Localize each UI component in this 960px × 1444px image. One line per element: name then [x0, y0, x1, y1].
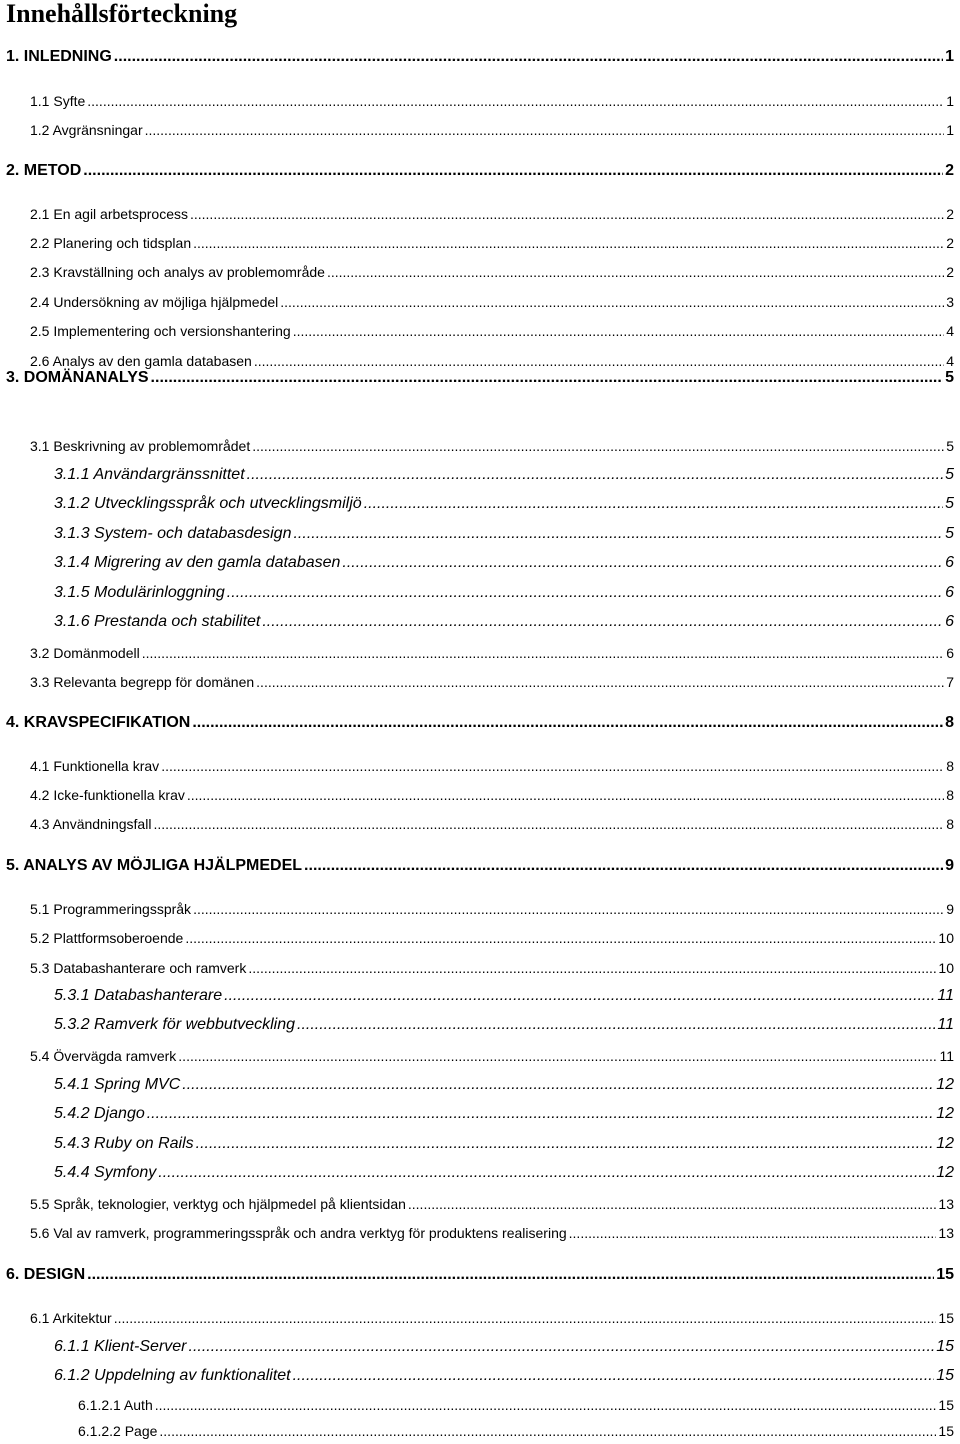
toc-entry-6-1-2-2[interactable] [78, 1423, 954, 1439]
toc-entry-page: 2 [946, 264, 954, 280]
toc-entry-page: 15 [936, 1367, 954, 1384]
toc-entry-text: 5.6 Val av ramverk, programmeringsspråk och andra verktyg för produktens realisering [30, 1225, 567, 1241]
toc-entry-text: 5.3.1 Databashanterare [54, 987, 223, 1004]
dot-leader [408, 1196, 937, 1212]
toc-entry-text: 6.1.2.2 Page [78, 1423, 158, 1439]
toc-entry-page: 10 [938, 960, 954, 976]
toc-entry-5-4-4[interactable] [54, 1164, 954, 1182]
dot-leader [158, 1164, 934, 1182]
toc-entry-2[interactable] [6, 162, 954, 180]
dot-leader [293, 525, 943, 543]
toc-entry-page: 15 [938, 1397, 954, 1413]
toc-entry-5-4-3[interactable] [54, 1135, 954, 1153]
dot-leader [196, 1135, 935, 1153]
dot-leader [247, 466, 943, 484]
toc-entry-page: 8 [946, 758, 954, 774]
toc-entry-text: 2.6 Analys av den gamla databasen [30, 353, 252, 369]
toc-entry-text: 5.3.2 Ramverk för webbutveckling [54, 1016, 295, 1033]
dot-leader [87, 1266, 934, 1284]
dot-leader [342, 554, 943, 572]
toc-entry-5-3-2[interactable] [54, 1016, 954, 1034]
toc-entry-page: 12 [936, 1105, 954, 1122]
dot-leader [252, 438, 944, 454]
toc-entry-page: 15 [938, 1423, 954, 1439]
toc-entry-page: 8 [945, 714, 954, 731]
toc-entry-text: 2.4 Undersökning av möjliga hjälpmedel [30, 294, 279, 310]
toc-entry-page: 2 [945, 162, 954, 179]
toc-entry-text: 5.4.4 Symfony [54, 1164, 157, 1181]
dot-leader [190, 206, 944, 222]
dot-leader [569, 1225, 937, 1241]
toc-entry-6-1-2-1[interactable] [78, 1397, 954, 1413]
toc-entry-6-1[interactable] [30, 1310, 954, 1326]
toc-entry-text: 1.1 Syfte [30, 93, 86, 109]
dot-leader [262, 613, 943, 631]
toc-entry-4[interactable] [6, 714, 954, 732]
toc-entry-5-3-1[interactable] [54, 987, 954, 1005]
toc-entry-text: 1.2 Avgränsningar [30, 122, 143, 138]
toc-entry-4-2[interactable] [30, 787, 954, 803]
toc-entry-page: 8 [946, 787, 954, 803]
toc-entry-3[interactable] [6, 369, 954, 387]
toc-entry-5-4-1[interactable] [54, 1076, 954, 1094]
toc-entry-text: 5.4 Övervägda ramverk [30, 1048, 177, 1064]
dot-leader [193, 901, 944, 917]
toc-entry-5[interactable] [6, 857, 954, 875]
toc-entry-3-1-3[interactable] [54, 525, 954, 543]
toc-entry-5-6[interactable] [30, 1225, 954, 1241]
dot-leader [192, 714, 943, 732]
dot-leader [83, 162, 943, 180]
toc-entry-4-1[interactable] [30, 758, 954, 774]
toc-entry-3-1-5[interactable] [54, 584, 954, 602]
toc-entry-text: 4.2 Icke-funktionella krav [30, 787, 185, 803]
dot-leader [178, 1048, 937, 1064]
toc-entry-text: 3.1 Beskrivning av problemområdet [30, 438, 251, 454]
dot-leader [114, 1310, 937, 1326]
toc-entry-1-2[interactable] [30, 122, 954, 138]
toc-entry-page: 4 [946, 323, 954, 339]
toc-entry-3-1-4[interactable] [54, 554, 954, 572]
toc-entry-page: 9 [946, 901, 954, 917]
dot-leader [224, 987, 935, 1005]
toc-entry-page: 4 [946, 353, 954, 369]
dot-leader [87, 93, 944, 109]
dot-leader [254, 353, 944, 369]
toc-entry-1[interactable] [6, 48, 954, 66]
toc-entry-page: 6 [945, 584, 954, 601]
toc-entry-text: 5.3 Databashanterare och ramverk [30, 960, 247, 976]
dot-leader [153, 816, 944, 832]
toc-entry-page: 15 [936, 1338, 954, 1355]
toc-entry-page: 6 [946, 645, 954, 661]
dot-leader [187, 787, 944, 803]
toc-entry-3-3[interactable] [30, 674, 954, 690]
toc-entry-2-5[interactable] [30, 323, 954, 339]
toc-entry-text: 6.1 Arkitektur [30, 1310, 112, 1326]
toc-entry-page: 12 [936, 1164, 954, 1181]
toc-entry-6-1-2[interactable] [54, 1367, 954, 1385]
toc-entry-page: 3 [946, 294, 954, 310]
toc-entry-page: 2 [946, 235, 954, 251]
toc-entry-text: 3.3 Relevanta begrepp för domänen [30, 674, 255, 690]
toc-entry-text: 3.1.4 Migrering av den gamla databasen [54, 554, 341, 571]
dot-leader [248, 960, 936, 976]
dot-leader [114, 48, 943, 66]
toc-entry-5-4-2[interactable] [54, 1105, 954, 1123]
toc-entry-3-2[interactable] [30, 645, 954, 661]
dot-leader [327, 264, 944, 280]
toc-entry-3-1[interactable] [30, 438, 954, 454]
toc-entry-6[interactable] [6, 1266, 954, 1284]
dot-leader [161, 758, 944, 774]
dot-leader [280, 294, 944, 310]
dot-leader [185, 930, 936, 946]
dot-leader [189, 1338, 935, 1356]
toc-entry-page: 10 [938, 930, 954, 946]
toc-entry-text: 5.1 Programmeringsspråk [30, 901, 192, 917]
toc-entry-text: 5.5 Språk, teknologier, verktyg och hjälpmedel på klientsidan [30, 1196, 406, 1212]
toc-entry-text: 6.1.2.1 Auth [78, 1397, 153, 1413]
dot-leader [142, 645, 944, 661]
toc-entry-3-1-6[interactable] [54, 613, 954, 631]
toc-entry-page: 1 [946, 93, 954, 109]
dot-leader [159, 1423, 936, 1439]
dot-leader [293, 323, 945, 339]
toc-entry-text: 3.2 Domänmodell [30, 645, 140, 661]
dot-leader [297, 1016, 935, 1034]
toc-entry-1-1[interactable] [30, 93, 954, 109]
toc-entry-page: 7 [946, 674, 954, 690]
dot-leader [227, 584, 943, 602]
toc-entry-5-1[interactable] [30, 901, 954, 917]
toc-entry-text: 5.2 Plattformsoberoende [30, 930, 184, 946]
toc-entry-page: 15 [938, 1310, 954, 1326]
toc-entry-text: 3.1.5 Modulärinloggning [54, 584, 225, 601]
dot-leader [182, 1076, 934, 1094]
toc-entry-text: 3.1.2 Utvecklingsspråk och utvecklingsmiljö [54, 495, 362, 512]
dot-leader [155, 1397, 937, 1413]
dot-leader [151, 369, 944, 387]
toc-entry-page: 13 [938, 1196, 954, 1212]
toc-entry-page: 5 [945, 369, 954, 386]
toc-entry-text: 4. KRAVSPECIFIKATION [6, 714, 191, 731]
toc-entry-page: 5 [946, 438, 954, 454]
toc-entry-text: 2.3 Kravställning och analys av problemområde [30, 264, 325, 280]
toc-entry-text: 3. DOMÄNANALYS [6, 369, 149, 386]
toc-entry-text: 3.1.6 Prestanda och stabilitet [54, 613, 261, 630]
toc-entry-text: 1. INLEDNING [6, 48, 112, 65]
toc-entry-4-3[interactable] [30, 816, 954, 832]
toc-entry-text: 2.5 Implementering och versionshantering [30, 323, 291, 339]
toc-entry-5-3[interactable] [30, 960, 954, 976]
toc-entry-2-6[interactable] [30, 353, 954, 369]
toc-entry-page: 13 [938, 1225, 954, 1241]
toc-entry-text: 5.4.2 Django [54, 1105, 145, 1122]
dot-leader [256, 674, 944, 690]
toc-entry-6-1-1[interactable] [54, 1338, 954, 1356]
dot-leader [293, 1367, 935, 1385]
toc-entry-5-2[interactable] [30, 930, 954, 946]
toc-entry-page: 11 [939, 1048, 954, 1064]
toc-entry-page: 9 [945, 857, 954, 874]
toc-entry-2-3[interactable] [30, 264, 954, 280]
toc-entry-page: 12 [936, 1076, 954, 1093]
toc-entry-page: 5 [945, 495, 954, 512]
toc-entry-page: 11 [937, 987, 954, 1004]
toc-entry-page: 8 [946, 816, 954, 832]
toc-entry-text: 5. ANALYS AV MÖJLIGA HJÄLPMEDEL [6, 857, 303, 874]
toc-entry-text: 2.1 En agil arbetsprocess [30, 206, 188, 222]
toc-entry-text: 6.1.1 Klient-Server [54, 1338, 187, 1355]
toc-entry-text: 6. DESIGN [6, 1266, 86, 1283]
dot-leader [145, 122, 945, 138]
toc-entry-page: 1 [946, 122, 954, 138]
toc-entry-5-5[interactable] [30, 1196, 954, 1212]
toc-entry-page: 15 [936, 1266, 954, 1283]
toc-entry-text: 5.4.1 Spring MVC [54, 1076, 181, 1093]
toc-entry-5-4[interactable] [30, 1048, 954, 1064]
toc-entry-text: 2. METOD [6, 162, 82, 179]
toc-entry-2-2[interactable] [30, 235, 954, 251]
toc-entry-3-1-1[interactable] [54, 466, 954, 484]
toc-entry-text: 5.4.3 Ruby on Rails [54, 1135, 194, 1152]
dot-leader [193, 235, 944, 251]
toc-entry-page: 1 [945, 48, 954, 65]
toc-entry-text: 2.2 Planering och tidsplan [30, 235, 192, 251]
page-title: Innehållsförteckning [6, 0, 238, 28]
toc-entry-text: 4.3 Användningsfall [30, 816, 152, 832]
toc-entry-text: 3.1.1 Användargränssnittet [54, 466, 245, 483]
toc-entry-page: 6 [945, 613, 954, 630]
toc-entry-page: 5 [945, 525, 954, 542]
toc-entry-page: 11 [937, 1016, 954, 1033]
toc-entry-page: 12 [936, 1135, 954, 1152]
toc-entry-page: 6 [945, 554, 954, 571]
toc-entry-3-1-2[interactable] [54, 495, 954, 513]
toc-entry-page: 2 [946, 206, 954, 222]
toc-entry-page: 5 [945, 466, 954, 483]
toc-entry-2-1[interactable] [30, 206, 954, 222]
dot-leader [147, 1105, 934, 1123]
toc-entry-text: 6.1.2 Uppdelning av funktionalitet [54, 1367, 291, 1384]
dot-leader [304, 857, 943, 875]
dot-leader [364, 495, 943, 513]
toc-entry-2-4[interactable] [30, 294, 954, 310]
toc-entry-text: 3.1.3 System- och databasdesign [54, 525, 292, 542]
toc-entry-text: 4.1 Funktionella krav [30, 758, 160, 774]
